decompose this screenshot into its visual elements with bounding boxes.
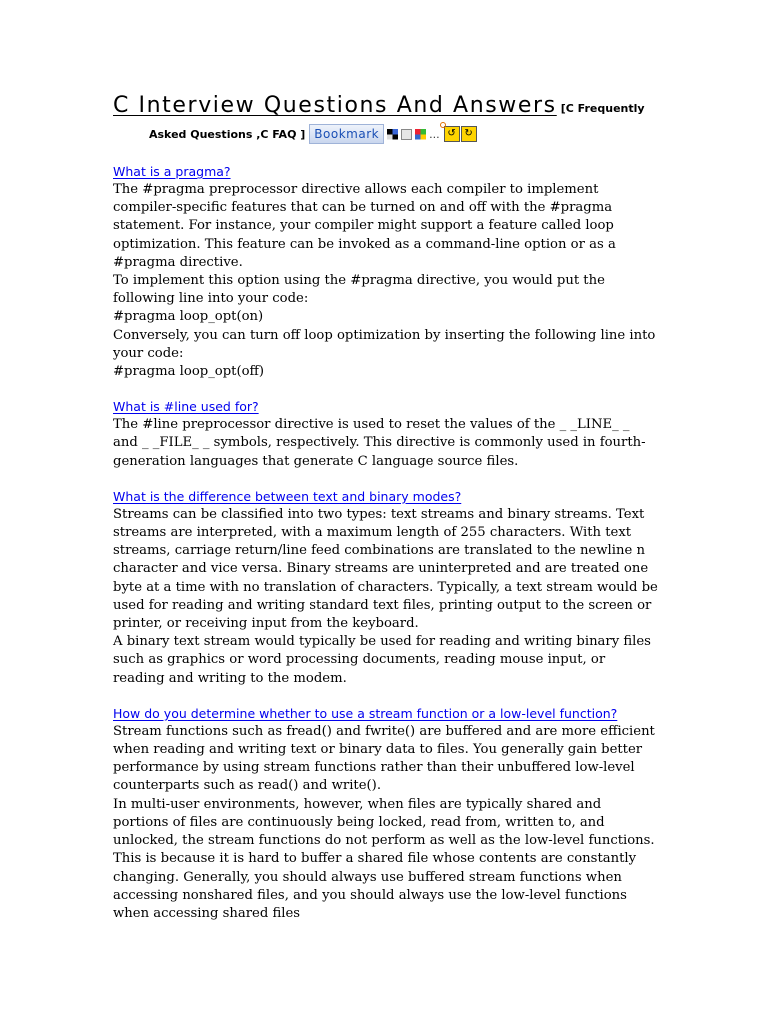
page-title: C Interview Questions And Answers [113,93,557,118]
question-link[interactable]: What is a pragma? [113,164,231,179]
answer-paragraph: Streams can be classified into two types: text streams and binary streams. Text streams are interpreted, with a maximum length of 255 characters. With text streams, carriage return/line feed combinations are translated to the newline n character and vice versa. Binary streams are uninterpreted and are treated one byte at a time with no translation of characters. Typically, a text stream would be used for reading and writing standard text files, printing output to the screen or printer, or receiving input from the keyboard. [113,506,658,632]
more-dot-icon [440,122,446,128]
bookmark-toolbar [309,124,476,144]
answer-paragraph: In multi-user environments, however, when files are typically shared and portions of files are continuously being locked, read from, written to, and unlocked, the stream functions do not perform as well as the low-level functions. This is because it is hard to buffer a shared file whose contents are constantly changing. Generally, you should always use buffered stream functions when accessing nonshared files, and you should always use the low-level functions when accessing shared files [113,796,655,921]
section-gap [113,381,658,398]
answer-paragraph: Stream functions such as fread() and fwrite() are buffered and are more efficient when reading and writing text or binary data to files. You generally gain better performance by using stream functions rather than their unbuffered low-level counterparts such as read() and write(). [113,723,655,794]
answer-paragraph: Conversely, you can turn off loop optimization by inserting the following line into your code: [113,327,656,361]
question-link[interactable]: What is the difference between text and binary modes? [113,488,462,504]
swap-left-icon[interactable]: ↺ [444,126,460,142]
swap-right-icon[interactable]: ↻ [461,126,477,142]
more-label: ... [429,127,440,141]
bookmark-button[interactable]: Bookmark [309,124,384,144]
question-link[interactable]: What is #line used for? [113,399,259,415]
section-gap [113,471,658,488]
windows-live-icon[interactable] [415,129,426,140]
section-gap [113,688,658,705]
article-content [113,163,658,923]
question-link[interactable]: How do you determine whether to use a stream function or a low-level function? [113,705,618,721]
title-row-second [149,124,477,144]
title-subtitle-part1: [C Frequently [560,102,645,115]
answer-paragraph: To implement this option using the #pragma directive, you would put the following line into your code: [113,273,605,307]
delicious-icon[interactable] [387,129,398,140]
title-subtitle-part2: Asked Questions ,C FAQ ] [149,127,306,141]
answer-paragraph: The #line preprocessor directive is used to reset the values of the _ _LINE_ _ and _ _FILE_ _ symbols, respectively. This directive is commonly used in fourth-generation languages that generate C language source files. [113,417,646,469]
answer-paragraph: The #pragma preprocessor directive allows each compiler to implement compiler-specific features that can be turned on and off with the #pragma statement. For instance, your compiler might support a feature called loop optimization. This feature can be invoked as a command-line option or as a #pragma directive. [113,182,616,270]
code-line: #pragma loop_opt(off) [113,364,265,380]
code-line: #pragma loop_opt(on) [113,309,264,325]
more-icon[interactable] [429,128,440,141]
answer-paragraph: A binary text stream would typically be used for reading and writing binary files such as graphics or word processing documents, reading mouse input, or reading and writing to the modem. [113,634,651,686]
title-row [113,93,658,118]
digg-icon[interactable] [401,129,412,140]
